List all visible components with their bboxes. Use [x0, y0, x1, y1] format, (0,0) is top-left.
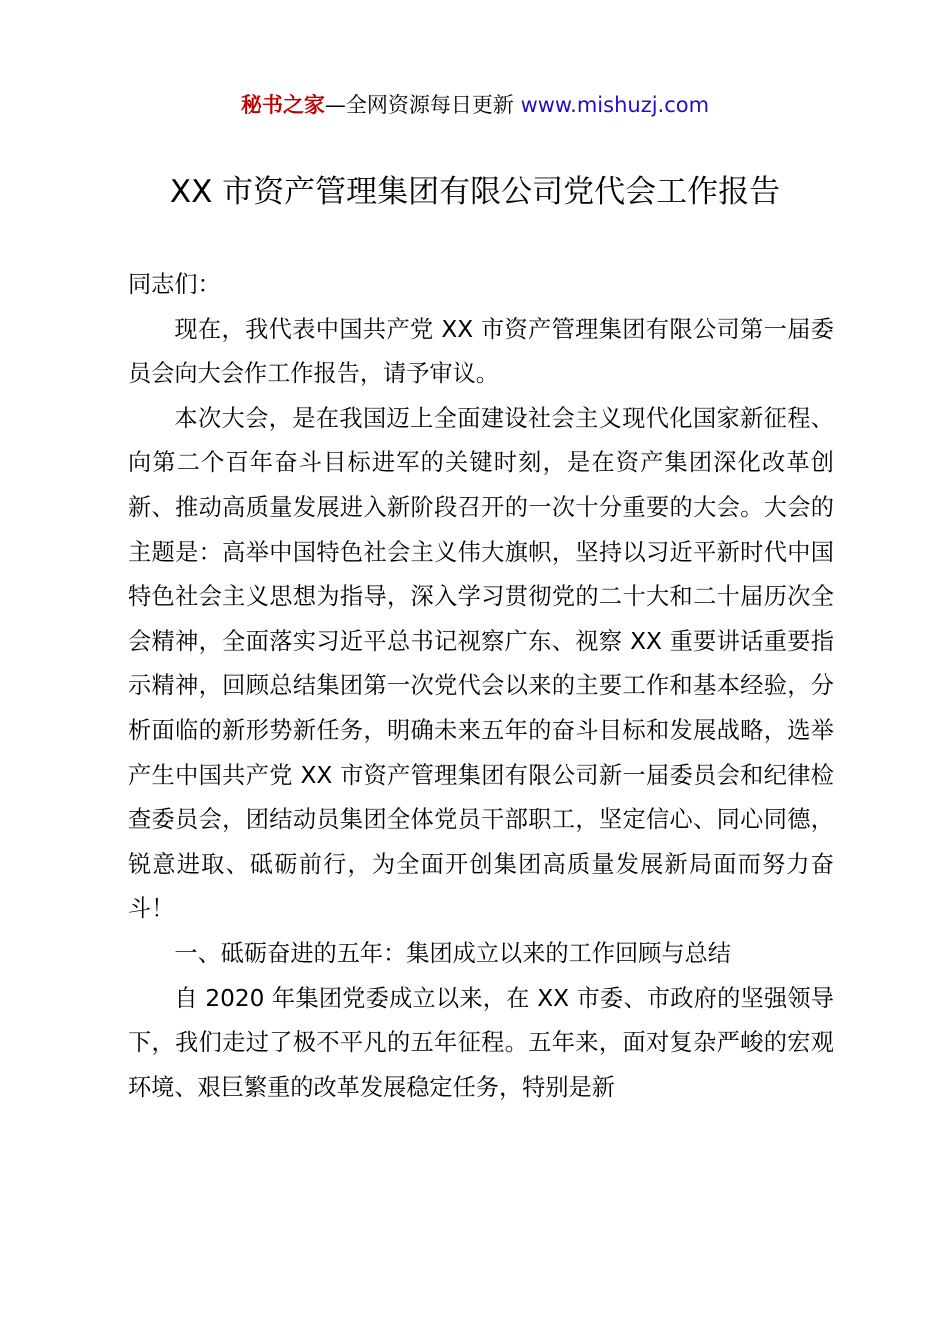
site-header	[0, 89, 950, 121]
site-brand: 秘书之家	[240, 93, 325, 117]
salutation: 同志们：	[128, 271, 221, 298]
document-body	[128, 263, 834, 1110]
body-paragraph: 本次大会，是在我国迈上全面建设社会主义现代化国家新征程、向第二个百年奋斗目标进军的关键时刻，是在资产集团深化改革创新、推动高质量发展进入新阶段召开的一次十分重要的大会。大会的主题是：高举中国特色社会主义伟大旗帜，坚持以习近平新时代中国特色社会主义思想为指导，深入学习贯彻党的二十大和二十届历次全会精神，全面落实习近平总书记视察广东、视察 XX 重要讲话重要指示精神，回顾总结集团第一次党代会以来的主要工作和基本经验，分析面临的新形势新任务，明确未来五年的奋斗目标和发展战略，选举产生中国共产党 XX 市资产管理集团有限公司新一届委员会和纪律检查委员会，团结动员集团全体党员干部职工，坚定信心、同心同德，锐意进取、砥砺前行，为全面开创集团高质量发展新局面而努力奋斗！	[128, 404, 834, 923]
body-paragraph: 现在，我代表中国共产党 XX 市资产管理集团有限公司第一届委员会向大会作工作报告，请予审议。	[128, 315, 834, 388]
section-heading: 一、砥砺奋进的五年：集团成立以来的工作回顾与总结	[174, 939, 731, 967]
site-url-link[interactable]: www.mishuzj.com	[520, 93, 710, 117]
site-tagline: —全网资源每日更新	[324, 93, 521, 117]
body-paragraph: 自 2020 年集团党委成立以来，在 XX 市委、市政府的坚强领导下，我们走过了极不平凡的五年征程。五年来，面对复杂严峻的宏观环境、艰巨繁重的改革发展稳定任务，特别是新	[128, 984, 834, 1101]
document-title: XX 市资产管理集团有限公司党代会工作报告	[169, 174, 781, 210]
